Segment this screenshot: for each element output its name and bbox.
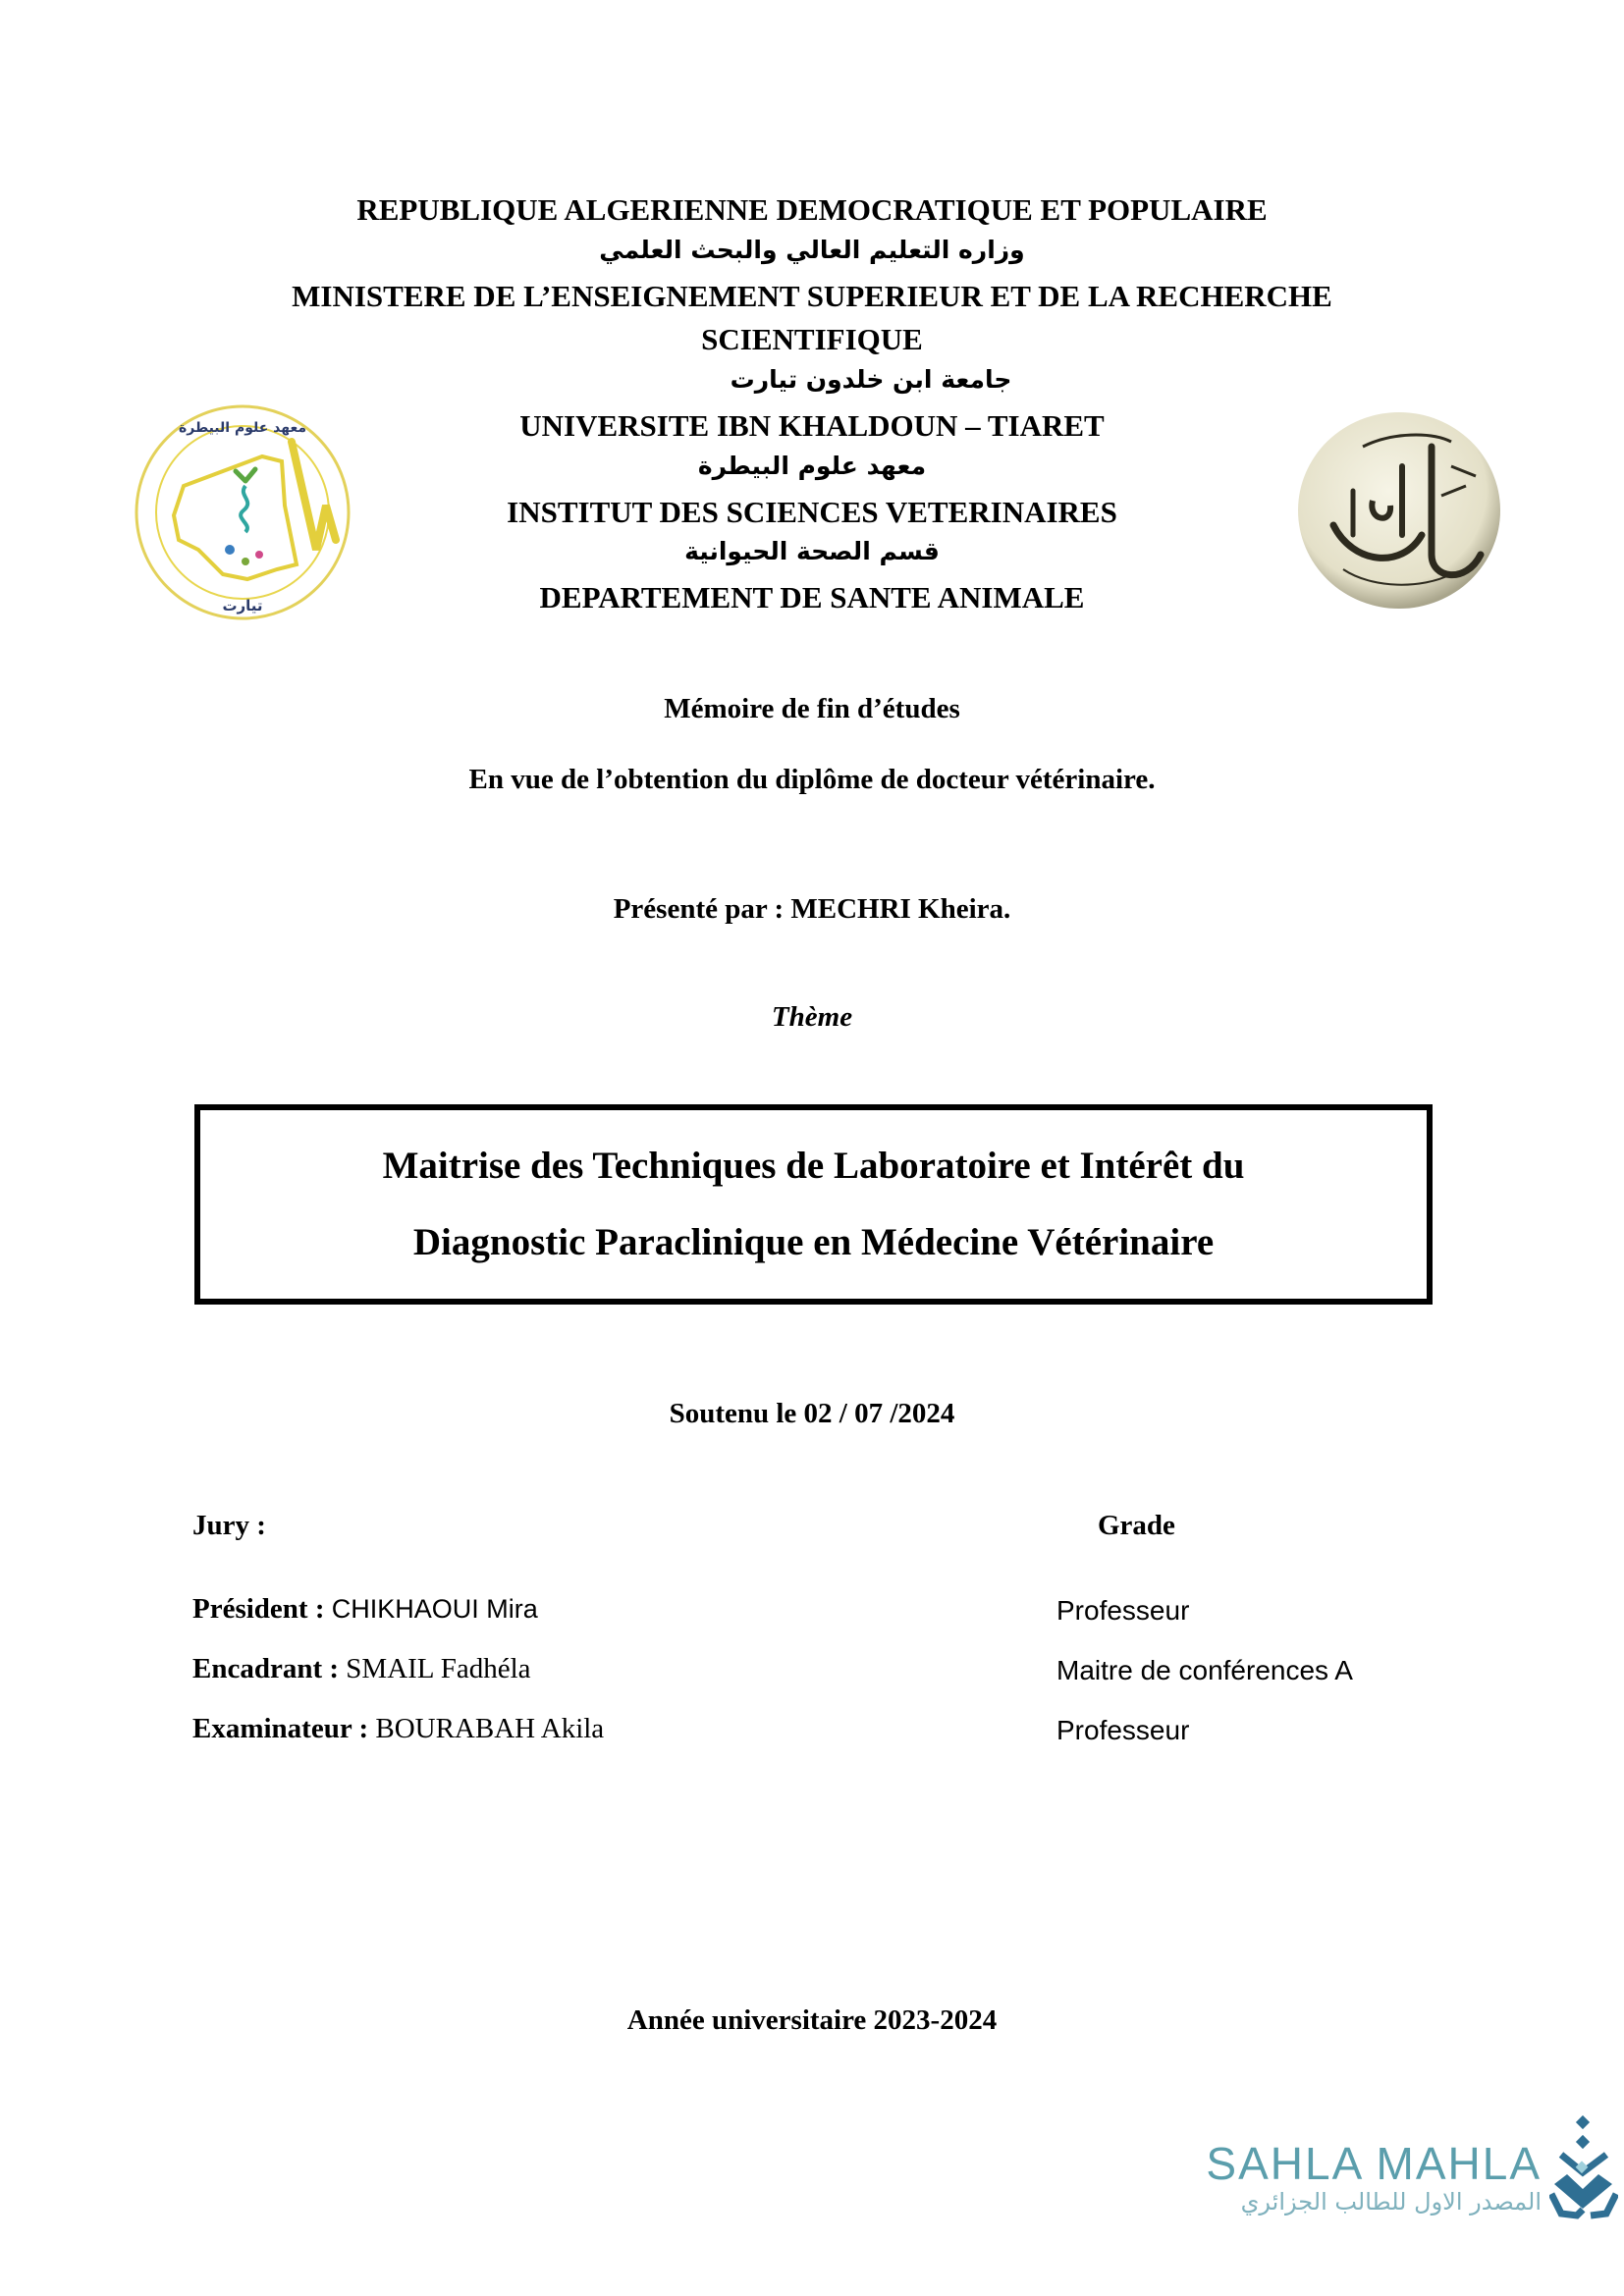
jury-name: BOURABAH Akila: [375, 1713, 605, 1744]
watermark-tagline: المصدر الاول للطالب الجزائري: [1240, 2188, 1542, 2216]
watermark-brand: SAHLA MAHLA: [1206, 2138, 1542, 2189]
theme-label: Thème: [771, 1001, 853, 1033]
memoire-purpose: En vue de l’obtention du diplôme de docteur vétérinaire.: [468, 764, 1156, 795]
svg-text:معهد علوم البيطرة: معهد علوم البيطرة: [178, 420, 307, 436]
header-ministry-line2: SCIENTIFIQUE: [701, 322, 923, 356]
header-ministry-line1: MINISTERE DE L’ENSEIGNEMENT SUPERIEUR ET DE LA RECHERCHE: [292, 279, 1332, 313]
header-ministry-arabic: وزاره التعليم العالي والبحث العلمي: [599, 236, 1025, 264]
header-university-arabic: جامعة ابن خلدون تيارت: [730, 365, 1012, 394]
jury-grade-examinateur: Professeur: [1056, 1715, 1190, 1745]
sahla-mahla-logo: [1549, 2115, 1618, 2228]
academic-year: Année universitaire 2023-2024: [626, 2004, 998, 2036]
header-institute-arabic: معهد علوم البيطرة: [697, 452, 927, 480]
institute-logo: [130, 402, 355, 623]
grade-header: Grade: [1098, 1510, 1175, 1541]
header-republic: REPUBLIQUE ALGERIENNE DEMOCRATIQUE ET POPULAIRE: [356, 192, 1268, 227]
sahla-mahla-watermark: [1168, 2140, 1542, 2216]
header-department-arabic: قسم الصحة الحيوانية: [684, 537, 940, 565]
header-university: UNIVERSITE IBN KHALDOUN – TIARET: [519, 408, 1105, 443]
defense-date: Soutenu le 02 / 07 /2024: [669, 1398, 955, 1429]
jury-member-president: [192, 1593, 538, 1626]
presented-by: Présenté par : MECHRI Kheira.: [613, 893, 1011, 925]
jury-name: CHIKHAOUI Mira: [331, 1594, 538, 1624]
svg-text:تيارت: تيارت: [222, 597, 263, 614]
thesis-title-box: [194, 1104, 1433, 1305]
thesis-title-line1: Maitrise des Techniques de Laboratoire et Intérêt du: [382, 1145, 1245, 1187]
jury-role: Président :: [192, 1593, 332, 1625]
thesis-title-line2: Diagnostic Paraclinique en Médecine Vétérinaire: [412, 1221, 1215, 1263]
university-calligraphy-seal-icon: [1294, 407, 1505, 614]
jury-grade-president: Professeur: [1056, 1595, 1190, 1626]
jury-grade-encadrant: Maitre de conférences A: [1056, 1655, 1353, 1685]
university-logo: [1294, 407, 1505, 614]
memoire-type: Mémoire de fin d’études: [664, 693, 960, 724]
jury-role: Examinateur :: [192, 1713, 376, 1744]
institute-emblem-icon: [130, 402, 355, 623]
jury-member-examinateur: [192, 1713, 604, 1745]
header-institute: INSTITUT DES SCIENCES VETERINAIRES: [507, 495, 1117, 529]
jury-label: Jury :: [192, 1510, 266, 1541]
header-department: DEPARTEMENT DE SANTE ANIMALE: [539, 580, 1085, 614]
jury-role: Encadrant :: [192, 1653, 347, 1684]
jury-member-encadrant: [192, 1653, 531, 1685]
sahla-mahla-calligraphy-icon: [1549, 2115, 1618, 2223]
jury-name: SMAIL Fadhéla: [346, 1653, 531, 1684]
